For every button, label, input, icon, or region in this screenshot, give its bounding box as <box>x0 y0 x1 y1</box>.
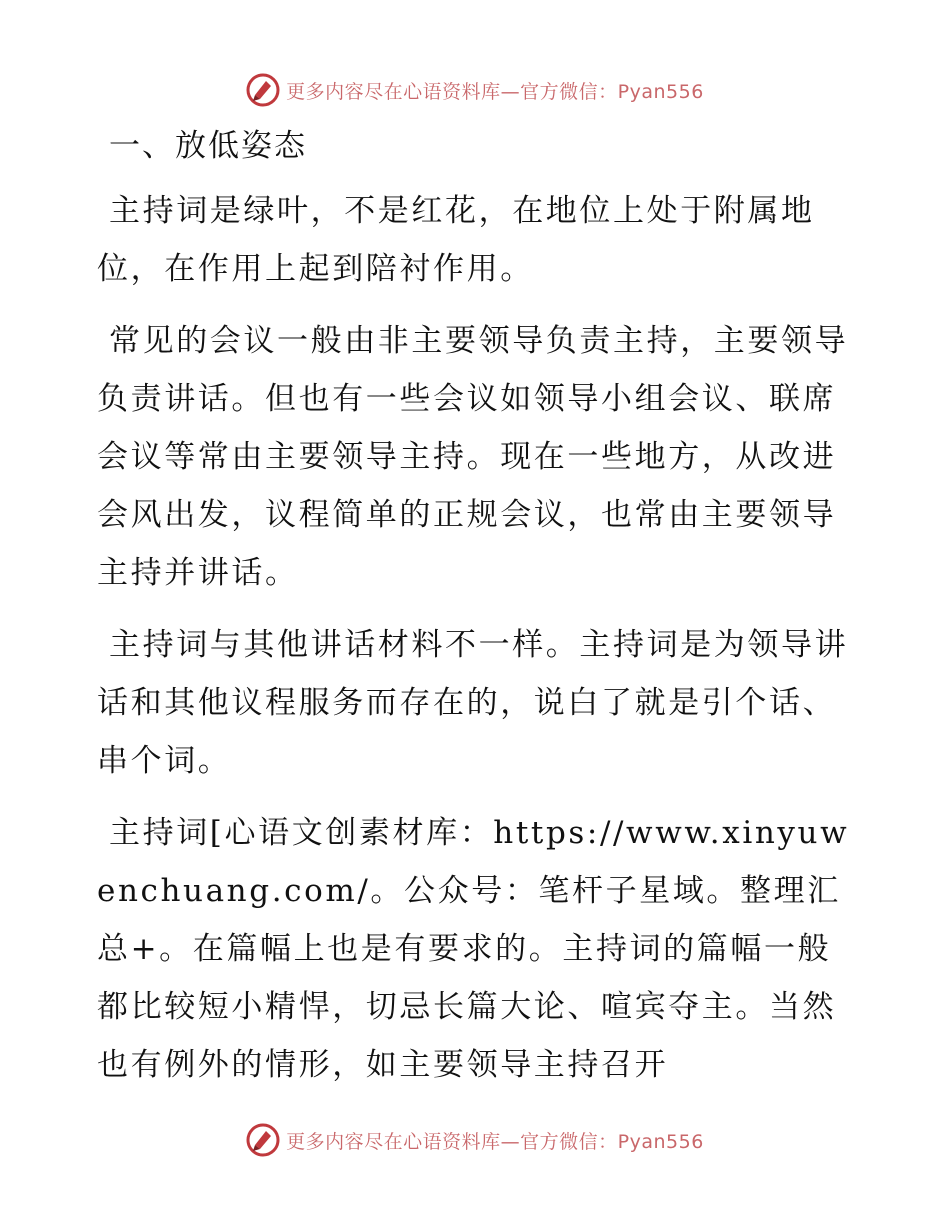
document-body <box>97 118 857 1108</box>
paragraph-4: 主持词[心语文创素材库：https://www.xinyuwenchuang.com/。公众号：笔杆子星域。整理汇总+。在篇幅上也是有要求的。主持词的篇幅一般都比较短小精悍，切忌长篇大论、喧宾夺主。当然也有例外的情形，如主要领导主持召开 <box>97 815 850 1083</box>
section-heading: 一、放低姿态 <box>109 128 307 164</box>
wechat-account: Pyan556 <box>617 80 704 103</box>
header-banner <box>0 70 950 110</box>
paragraph-1: 主持词是绿叶，不是红花，在地位上处于附属地位，在作用上起到陪衬作用。 <box>97 193 815 287</box>
brand-logo-icon <box>246 1123 280 1157</box>
banner-text: 更多内容尽在心语资料库—官方微信：Pyan556 <box>286 80 704 103</box>
banner-text: 更多内容尽在心语资料库—官方微信：Pyan556 <box>286 1130 704 1153</box>
wechat-account: Pyan556 <box>617 1130 704 1153</box>
paragraph-3: 主持词与其他讲话材料不一样。主持词是为领导讲话和其他议程服务而存在的，说白了就是引个话、串个词。 <box>97 627 849 779</box>
paragraph-2: 常见的会议一般由非主要领导负责主持，主要领导负责讲话。但也有一些会议如领导小组会议、联席会议等常由主要领导主持。现在一些地方，从改进会风出发，议程简单的正规会议，也常由主要领导主持并讲话。 <box>97 323 849 591</box>
footer-banner <box>0 1120 950 1160</box>
brand-logo-icon <box>246 73 280 107</box>
